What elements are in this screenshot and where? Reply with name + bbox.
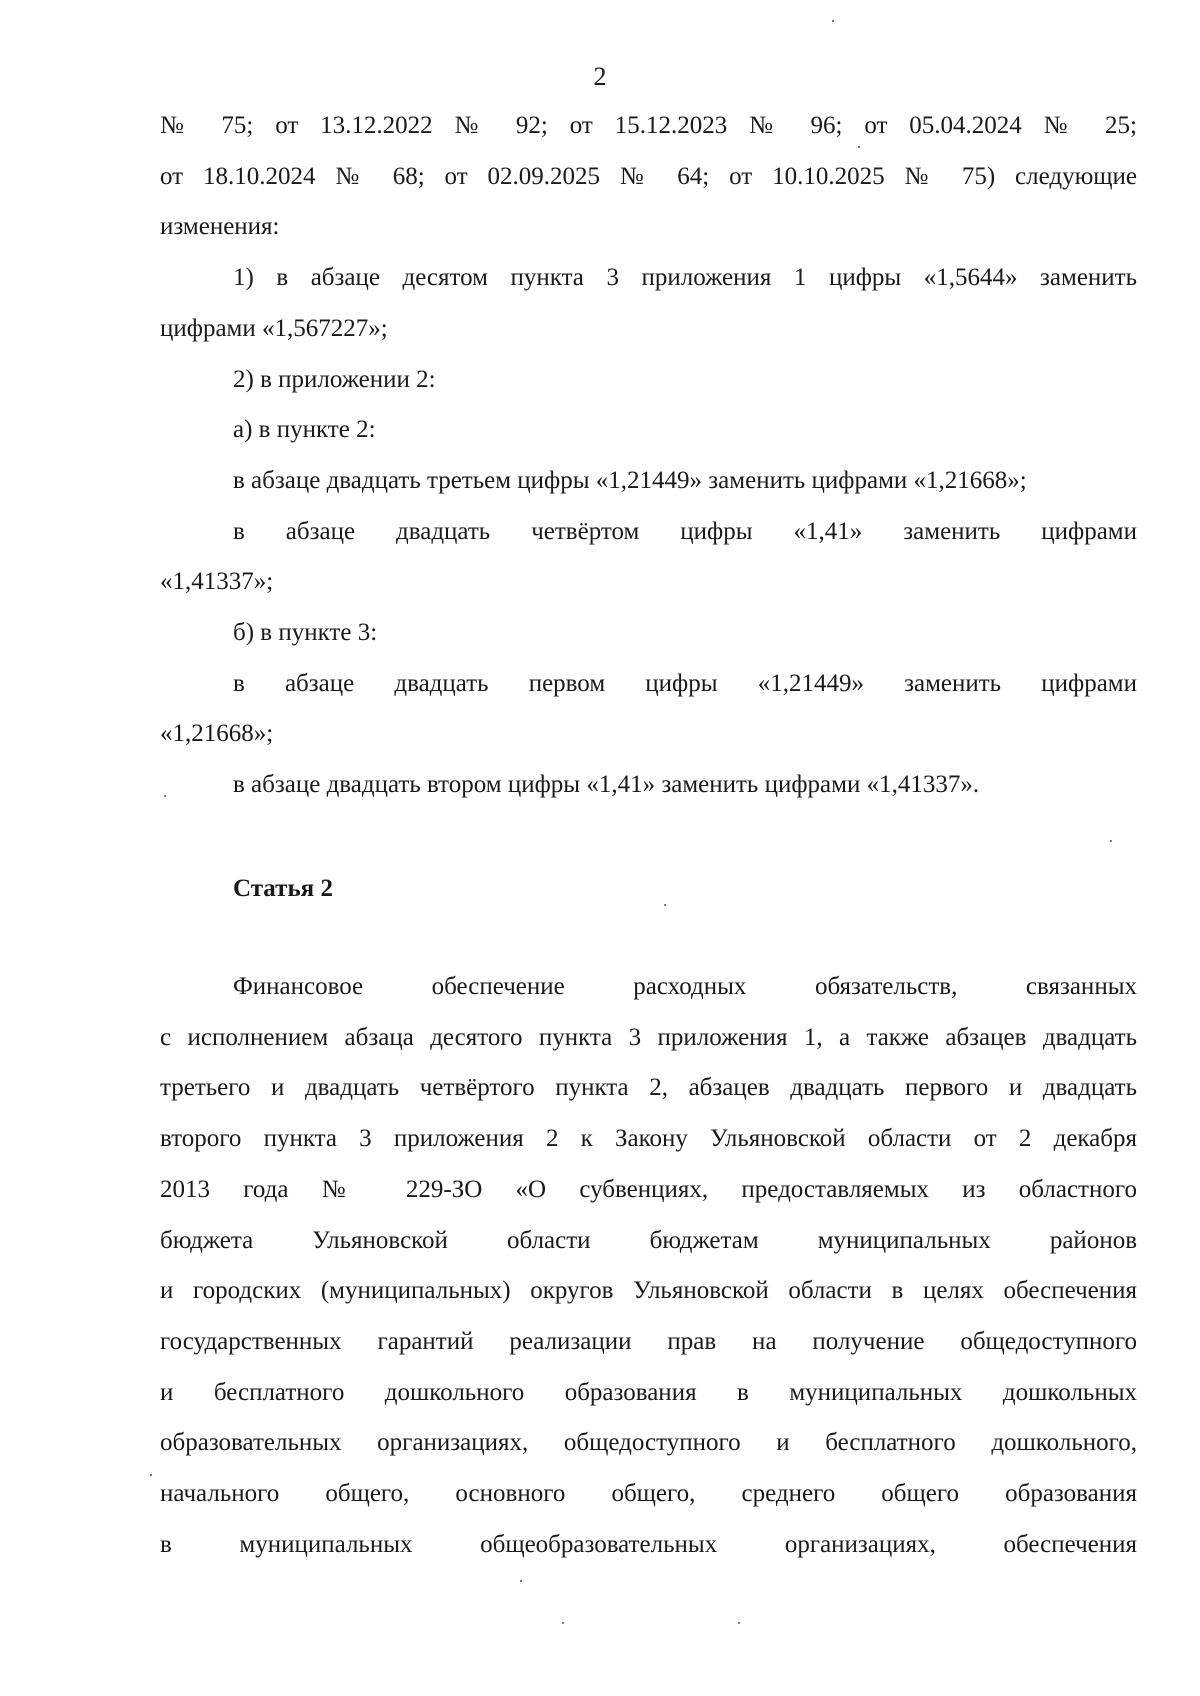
scan-speck bbox=[150, 1474, 152, 1476]
scan-speck bbox=[664, 904, 666, 906]
page-number: 2 bbox=[593, 62, 607, 91]
text-line: № 75; от 13.12.2022 № 92; от 15.12.2023 № 96; от 05.04.2024 № 25; bbox=[160, 112, 1137, 139]
text-line: второго пункта 3 приложения 2 к Закону Ульяновской области от 2 декабря bbox=[160, 1125, 1137, 1153]
scan-speck bbox=[562, 1622, 564, 1624]
scan-speck bbox=[738, 1622, 740, 1624]
amendment-item-2: 2) в приложении 2: bbox=[233, 365, 436, 393]
text-line: изменения: bbox=[160, 213, 280, 241]
text-line: образовательных организациях, общедоступного и бесплатного дошкольного, bbox=[160, 1429, 1137, 1457]
article-heading: Статья 2 bbox=[233, 875, 333, 902]
text-line: в абзаце двадцать втором цифры «1,41» заменить цифрами «1,41337». bbox=[233, 771, 980, 799]
sub-item-b: б) в пункте 3: bbox=[233, 619, 378, 647]
text-line: и городских (муниципальных) округов Ульяновской области в целях обеспечения bbox=[160, 1277, 1137, 1305]
text-line: начального общего, основного общего, среднего общего образования bbox=[160, 1480, 1137, 1508]
text-line: в абзаце двадцать первом цифры «1,21449» заменить цифрами bbox=[233, 669, 1137, 697]
text-line: «1,21668»; bbox=[160, 720, 274, 748]
scan-speck bbox=[832, 20, 834, 22]
scan-speck bbox=[1110, 840, 1112, 842]
text-line: в абзаце двадцать третьем цифры «1,21449» заменить цифрами «1,21668»; bbox=[233, 466, 1027, 494]
text-line: государственных гарантий реализации прав на получение общедоступного bbox=[160, 1327, 1137, 1355]
text-line: цифрами «1,567227»; bbox=[160, 314, 388, 342]
text-line: третьего и двадцать четвёртого пункта 2, абзацев двадцать первого и двадцать bbox=[160, 1074, 1137, 1102]
text-line: и бесплатного дошкольного образования в муниципальных дошкольных bbox=[160, 1378, 1137, 1406]
text-line: «1,41337»; bbox=[160, 568, 274, 596]
text-line: от 18.10.2024 № 68; от 02.09.2025 № 64; от 10.10.2025 № 75) следующие bbox=[160, 162, 1137, 190]
scan-speck bbox=[858, 146, 860, 148]
article-1-continuation bbox=[160, 101, 1137, 811]
sub-item-a: а) в пункте 2: bbox=[233, 416, 376, 444]
text-line: бюджета Ульяновской области бюджетам муниципальных районов bbox=[160, 1226, 1137, 1254]
text-line: Финансовое обеспечение расходных обязательств, связанных bbox=[233, 973, 1137, 1000]
scan-speck bbox=[164, 795, 166, 797]
scan-speck bbox=[520, 1580, 522, 1582]
text-line: в муниципальных общеобразовательных организациях, обеспечения bbox=[160, 1530, 1137, 1558]
article-2-text bbox=[160, 962, 1137, 1570]
amendment-item-1: 1) в абзаце десятом пункта 3 приложения 1 цифры «1,5644» заменить bbox=[233, 264, 1137, 292]
text-line: 2013 года № 229-ЗО «О субвенциях, предоставляемых из областного bbox=[160, 1175, 1137, 1203]
text-line: в абзаце двадцать четвёртом цифры «1,41» заменить цифрами bbox=[233, 517, 1137, 545]
text-line: с исполнением абзаца десятого пункта 3 приложения 1, а также абзацев двадцать bbox=[160, 1023, 1137, 1051]
